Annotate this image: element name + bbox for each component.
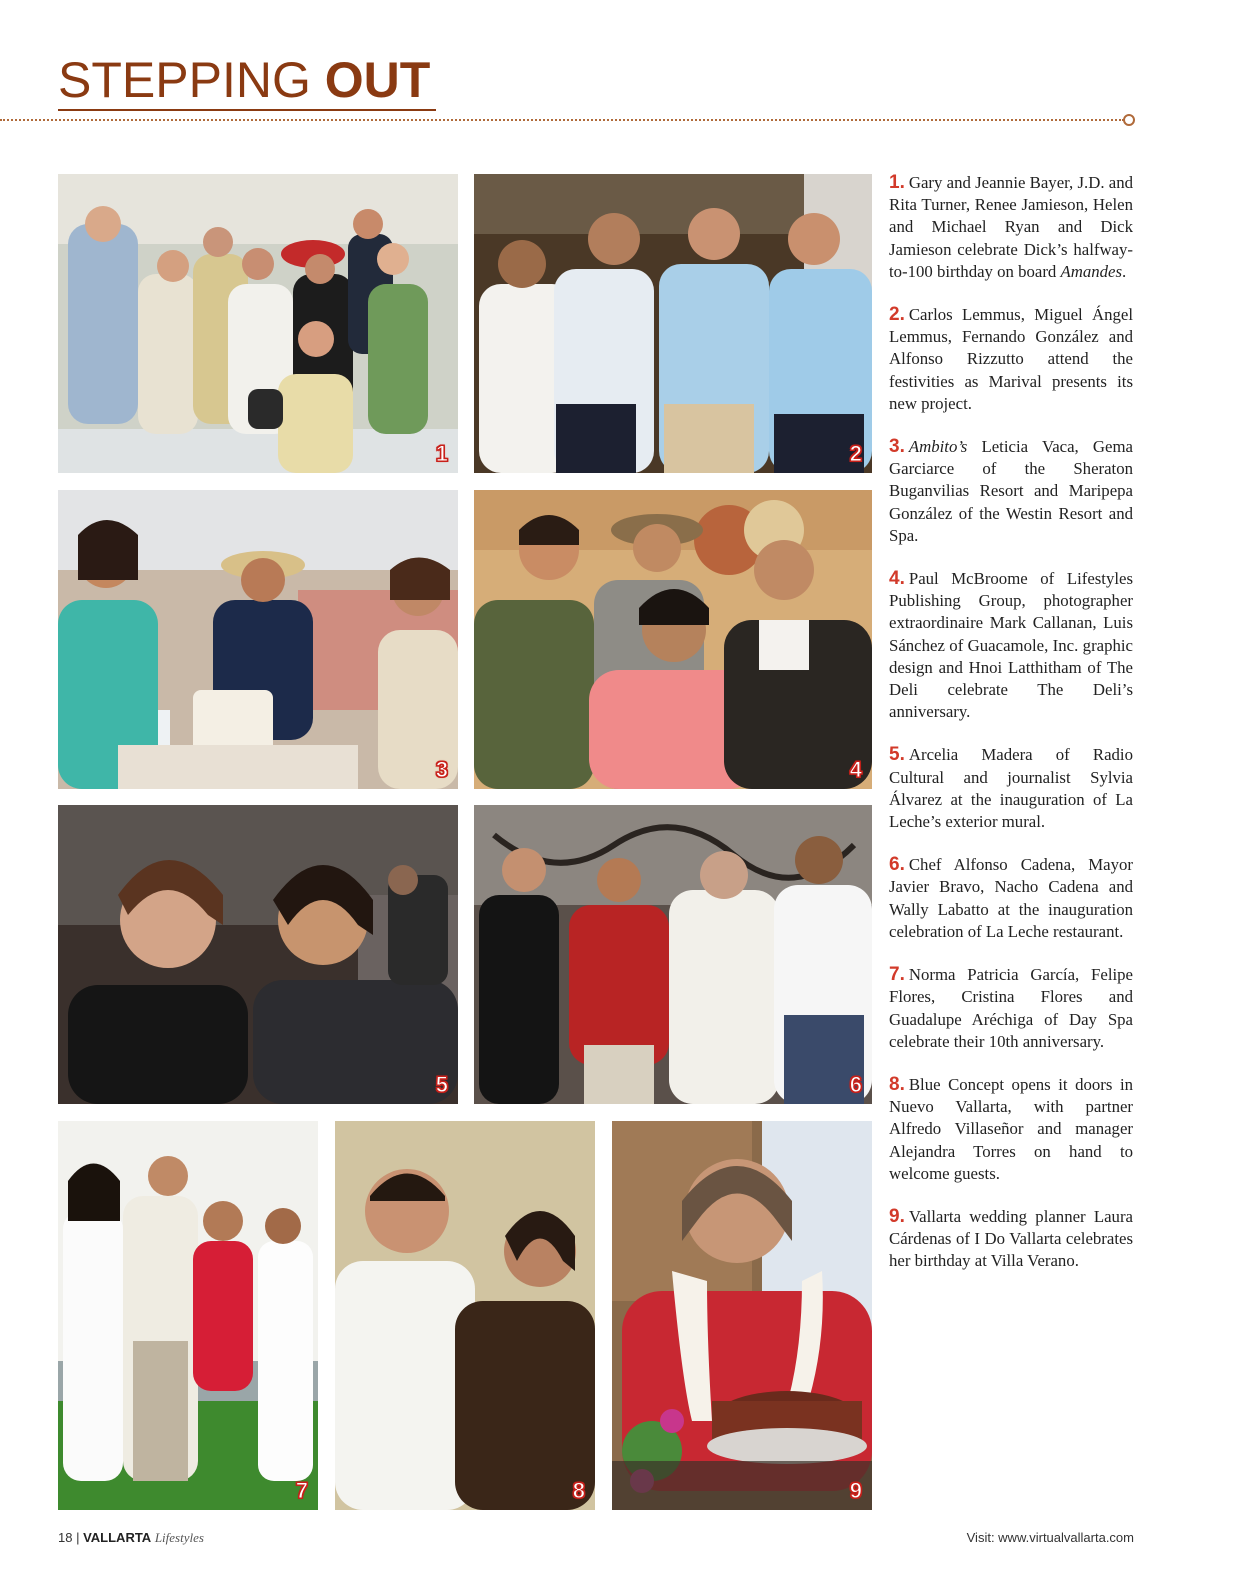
header-dotted-rule: [0, 119, 1124, 121]
caption-1: [889, 172, 1133, 283]
page-title: [58, 52, 430, 108]
caption-2: [889, 304, 1133, 415]
photo-8: [335, 1121, 595, 1510]
caption-number: 1.: [889, 172, 905, 193]
caption-text: Carlos Lemmus, Miguel Ángel Lemmus, Fernando González and Alfonso Rizzutto attend the festivities as Marival presents its new project.: [889, 305, 1133, 413]
caption-text: Gary and Jeannie Bayer, J.D. and Rita Turner, Renee Jamieson, Helen and Michael Ryan and Dick Jamieson celebrate Dick’s halfway-to-100 birthday on board: [889, 173, 1133, 281]
caption-number: 7.: [889, 964, 905, 986]
caption-3: [889, 436, 1133, 547]
photo-1: [58, 174, 458, 473]
page-title-part2: OUT: [324, 52, 431, 108]
caption-7: [889, 964, 1133, 1053]
caption-italic: Amandes: [1060, 261, 1123, 281]
photo-3: [58, 490, 458, 789]
photo-number: 3: [435, 757, 448, 782]
caption-text: Vallarta wedding planner Laura Cárdenas of I Do Vallarta celebrates her birthday at Villa Verano.: [889, 1206, 1133, 1271]
caption-text: Paul McBroome of Lifestyles Publishing Group, photographer extraordinaire Mark Callanan, Luis Sánchez of Guacamole, Inc. graphic design and Hnoi Latthitham of The Deli celebrate The Deli’s anniversary.: [889, 569, 1133, 722]
photo-2: [474, 174, 872, 473]
photo-number: 2: [849, 441, 862, 466]
title-underline: [58, 109, 436, 111]
caption-number: 6.: [889, 854, 905, 876]
page-title-part1: STEPPING: [58, 52, 325, 108]
caption-number: 8.: [889, 1073, 905, 1095]
footer-page-info: [58, 1530, 204, 1546]
caption-number: 2.: [889, 304, 905, 326]
photo-9: [612, 1121, 872, 1510]
photo-number: 7: [295, 1478, 308, 1503]
caption-text: Arcelia Madera of Radio Cultural and journalist Sylvia Álvarez at the inauguration of La Leche’s exterior mural.: [889, 745, 1133, 832]
caption-8: [889, 1074, 1133, 1185]
caption-text: Blue Concept opens it doors in Nuevo Vallarta, with partner Alfredo Villaseñor and manager Alejandra Torres on hand to welcome guests.: [889, 1074, 1133, 1183]
photo-number: 8: [572, 1478, 585, 1503]
photo-number: 1: [435, 441, 448, 466]
caption-5: [889, 744, 1133, 833]
caption-text: Chef Alfonso Cadena, Mayor Javier Bravo, Nacho Cadena and Wally Labatto at the inauguration celebration of La Leche restaurant.: [889, 855, 1133, 941]
captions-column: [889, 172, 1133, 1294]
photo-number: 9: [849, 1478, 862, 1503]
magazine-brand: VALLARTA: [83, 1530, 152, 1545]
footer-separator: |: [72, 1530, 84, 1545]
caption-6: [889, 854, 1133, 943]
photo-5: [58, 805, 458, 1104]
caption-italic: Ambito’s: [908, 437, 968, 457]
rule-end-circle: [1123, 114, 1135, 126]
caption-9: [889, 1206, 1133, 1273]
photo-7: [58, 1121, 318, 1510]
caption-text: Leticia Vaca, Gema Garciarce of the Sheraton Buganvilias Resort and Maripepa González of the Westin Resort and Spa.: [889, 437, 1133, 545]
photo-number: 5: [435, 1072, 448, 1097]
photo-number: 6: [849, 1072, 862, 1097]
caption-4: [889, 568, 1133, 723]
magazine-brand-script: Lifestyles: [154, 1530, 204, 1545]
caption-text: Norma Patricia García, Felipe Flores, Cristina Flores and Guadalupe Aréchiga of Day Spa celebrate their 10th anniversary.: [889, 965, 1133, 1051]
caption-number: 4.: [889, 568, 905, 590]
caption-number: 3.: [889, 436, 905, 458]
page-number: 18: [58, 1530, 73, 1545]
footer-visit-link[interactable]: Visit: www.virtualvallarta.com: [966, 1530, 1134, 1545]
caption-text-end: .: [1122, 261, 1127, 281]
photo-number: 4: [849, 757, 862, 782]
photo-6: [474, 805, 872, 1104]
caption-number: 9.: [889, 1205, 905, 1227]
caption-number: 5.: [889, 744, 905, 766]
photo-4: [474, 490, 872, 789]
